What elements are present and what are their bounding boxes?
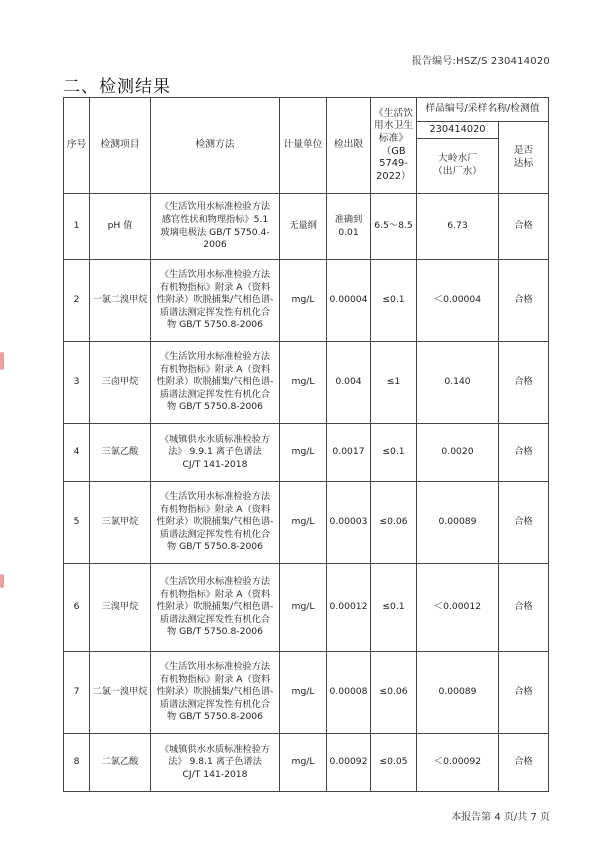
table-row [64, 424, 549, 482]
table-row [64, 482, 549, 564]
row-value: ＜0.00012 [417, 564, 499, 652]
row-judgement: 合格 [499, 482, 549, 564]
row-standard: ≤0.06 [371, 652, 417, 734]
row-method: 《生活饮用水标准检验方法 有机物指标》附录 A（资料 性附录）吹脱捕集/气相色谱- 质谱法测定挥发性有机化合 物 GB/T 5750.8-2006 [151, 482, 280, 564]
row-unit: 无量纲 [280, 194, 327, 260]
edge-stamp-mark [0, 574, 4, 588]
header-sample-group: 样品编号/采样名称/检测值 [417, 98, 549, 122]
row-limit: 0.004 [327, 342, 371, 424]
row-index: 6 [64, 564, 90, 652]
row-limit: 0.00003 [327, 482, 371, 564]
results-table [63, 97, 549, 792]
row-limit: 0.0017 [327, 424, 371, 482]
row-judgement: 合格 [499, 734, 549, 792]
row-value: ＜0.00004 [417, 260, 499, 342]
row-index: 5 [64, 482, 90, 564]
row-value: ＜0.00092 [417, 734, 499, 792]
row-value: 0.0020 [417, 424, 499, 482]
row-index: 1 [64, 194, 90, 260]
row-index: 2 [64, 260, 90, 342]
row-item: 三氯乙酸 [90, 424, 151, 482]
row-unit: mg/L [280, 424, 327, 482]
row-item: 三卤甲烷 [90, 342, 151, 424]
header-sample-id: 230414020 [417, 122, 499, 139]
row-judgement: 合格 [499, 342, 549, 424]
row-judgement: 合格 [499, 424, 549, 482]
row-item: 三氯甲烷 [90, 482, 151, 564]
row-method: 《城镇供水水质标准检验方 法》 9.9.1 离子色谱法 CJ/T 141-2018 [151, 424, 280, 482]
table-row [64, 734, 549, 792]
report-number: 报告编号:HSZ/S 230414020 [411, 56, 550, 67]
header-standard: 《生活饮 用水卫生 标准》 （GB 5749- 2022） [371, 98, 417, 194]
row-limit: 准确到 0.01 [327, 194, 371, 260]
row-standard: ≤0.06 [371, 482, 417, 564]
row-standard: ≤0.1 [371, 260, 417, 342]
row-standard: ≤1 [371, 342, 417, 424]
row-unit: mg/L [280, 652, 327, 734]
row-method: 《生活饮用水标准检验方法 有机物指标》附录 A（资料 性附录）吹脱捕集/气相色谱- 质谱法测定挥发性有机化合 物 GB/T 5750.8-2006 [151, 652, 280, 734]
row-standard: 6.5～8.5 [371, 194, 417, 260]
row-unit: mg/L [280, 564, 327, 652]
row-standard: ≤0.1 [371, 424, 417, 482]
row-unit: mg/L [280, 734, 327, 792]
row-limit: 0.00008 [327, 652, 371, 734]
header-limit: 检出限 [327, 98, 371, 194]
row-item: pH 值 [90, 194, 151, 260]
row-limit: 0.00092 [327, 734, 371, 792]
row-index: 7 [64, 652, 90, 734]
row-standard: ≤0.1 [371, 564, 417, 652]
header-unit: 计量单位 [280, 98, 327, 194]
table-row [64, 194, 549, 260]
row-method: 《生活饮用水标准检验方法 有机物指标》附录 A（资料 性附录）吹脱捕集/气相色谱- 质谱法测定挥发性有机化合 物 GB/T 5750.8-2006 [151, 260, 280, 342]
header-judgement: 是否 达标 [499, 122, 549, 194]
header-method: 检测方法 [151, 98, 280, 194]
row-limit: 0.00012 [327, 564, 371, 652]
header-sample-name: 大岭水厂 （出厂水） [417, 139, 499, 194]
section-title: 二、检测结果 [63, 77, 171, 97]
row-index: 8 [64, 734, 90, 792]
row-method: 《生活饮用水标准检验方法 有机物指标》附录 A（资料 性附录）吹脱捕集/气相色谱- 质谱法测定挥发性有机化合 物 GB/T 5750.8-2006 [151, 564, 280, 652]
row-value: 0.00089 [417, 652, 499, 734]
table-row [64, 564, 549, 652]
table-row [64, 652, 549, 734]
row-index: 4 [64, 424, 90, 482]
row-item: 二氯乙酸 [90, 734, 151, 792]
row-method: 《生活饮用水标准检验方法 感官性状和物理指标》5.1 玻璃电极法 GB/T 5750.4- 2006 [151, 194, 280, 260]
row-standard: ≤0.05 [371, 734, 417, 792]
row-limit: 0.00004 [327, 260, 371, 342]
table-row [64, 260, 549, 342]
row-unit: mg/L [280, 260, 327, 342]
row-method: 《城镇供水水质标准检验方 法》 9.8.1 离子色谱法 CJ/T 141-2018 [151, 734, 280, 792]
row-value: 6.73 [417, 194, 499, 260]
row-judgement: 合格 [499, 194, 549, 260]
row-index: 3 [64, 342, 90, 424]
row-judgement: 合格 [499, 564, 549, 652]
row-unit: mg/L [280, 342, 327, 424]
row-unit: mg/L [280, 482, 327, 564]
row-method: 《生活饮用水标准检验方法 有机物指标》附录 A（资料 性附录）吹脱捕集/气相色谱- 质谱法测定挥发性有机化合 物 GB/T 5750.8-2006 [151, 342, 280, 424]
row-value: 0.140 [417, 342, 499, 424]
row-item: 三溴甲烷 [90, 564, 151, 652]
table-row [64, 342, 549, 424]
edge-stamp-mark [0, 352, 4, 370]
row-value: 0.00089 [417, 482, 499, 564]
row-item: 一氯二溴甲烷 [90, 260, 151, 342]
row-item: 二氯一溴甲烷 [90, 652, 151, 734]
header-index: 序号 [64, 98, 90, 194]
page-footer: 本报告第 4 页/共 7 页 [451, 812, 550, 823]
header-item: 检测项目 [90, 98, 151, 194]
row-judgement: 合格 [499, 260, 549, 342]
row-judgement: 合格 [499, 652, 549, 734]
